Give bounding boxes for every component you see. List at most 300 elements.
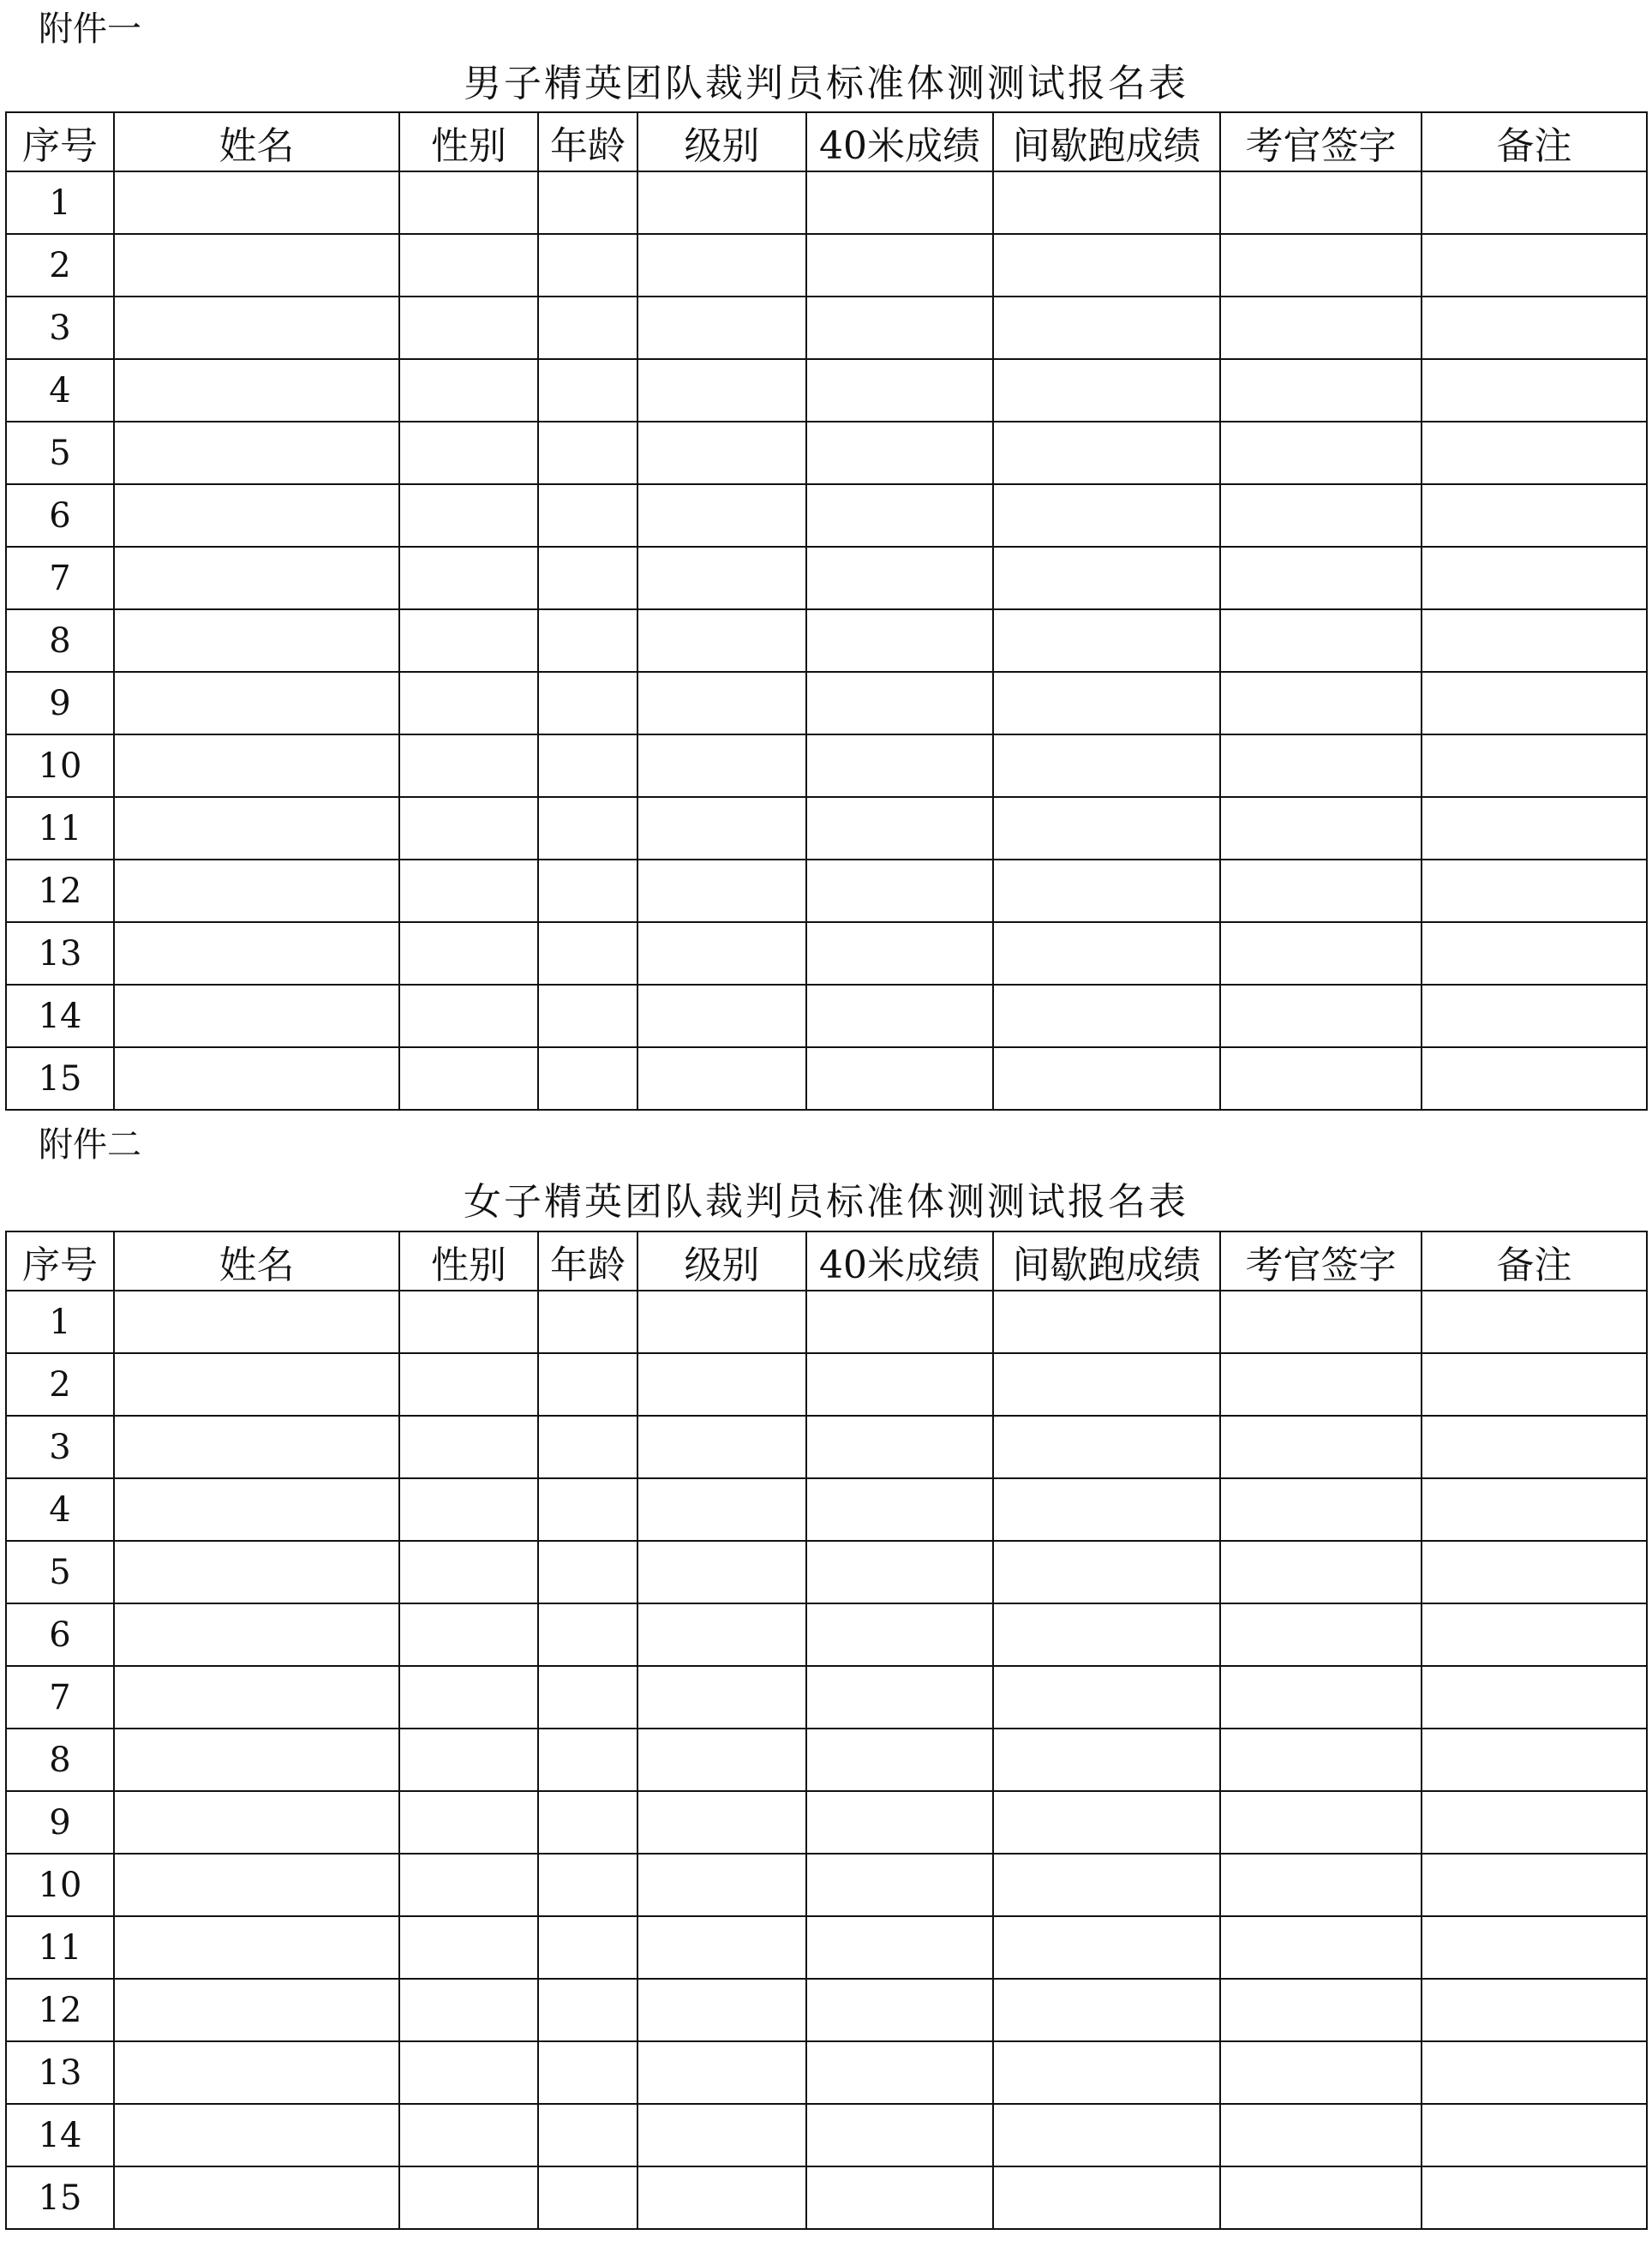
remarks-cell[interactable] (1422, 609, 1647, 672)
header-row (6, 1231, 1647, 1291)
sprint-40m-cell[interactable] (806, 1291, 993, 1353)
name-cell[interactable] (114, 797, 399, 860)
examiner-signature-cell[interactable] (1220, 2041, 1422, 2104)
column-header-name: 姓名 (114, 1231, 399, 1291)
table-row (6, 1916, 1647, 1979)
gender-cell[interactable] (399, 734, 538, 797)
name-cell[interactable] (114, 1353, 399, 1416)
age-cell[interactable] (538, 985, 637, 1047)
age-cell[interactable] (538, 797, 637, 860)
name-cell[interactable] (114, 1729, 399, 1791)
name-cell[interactable] (114, 1478, 399, 1541)
column-header-interval-run: 间歇跑成绩 (993, 1231, 1220, 1291)
row-number: 1 (6, 1291, 114, 1353)
row-number: 15 (6, 1047, 114, 1110)
examiner-signature-cell[interactable] (1220, 1541, 1422, 1603)
gender-cell[interactable] (399, 797, 538, 860)
remarks-cell[interactable] (1422, 2041, 1647, 2104)
table-row (6, 922, 1647, 985)
examiner-signature-cell[interactable] (1220, 234, 1422, 297)
level-cell[interactable] (637, 1416, 806, 1478)
sprint-40m-cell[interactable] (806, 2104, 993, 2166)
level-cell[interactable] (637, 1916, 806, 1979)
row-number: 13 (6, 2041, 114, 2104)
age-cell[interactable] (538, 422, 637, 484)
sprint-40m-cell[interactable] (806, 922, 993, 985)
gender-cell[interactable] (399, 2041, 538, 2104)
row-number: 14 (6, 985, 114, 1047)
examiner-signature-cell[interactable] (1220, 2166, 1422, 2229)
name-cell[interactable] (114, 1291, 399, 1353)
sprint-40m-cell[interactable] (806, 1047, 993, 1110)
level-cell[interactable] (637, 171, 806, 234)
remarks-cell[interactable] (1422, 297, 1647, 359)
row-number: 11 (6, 1916, 114, 1979)
examiner-signature-cell[interactable] (1220, 797, 1422, 860)
examiner-signature-cell[interactable] (1220, 1916, 1422, 1979)
column-header-gender: 性别 (399, 1231, 538, 1291)
row-number: 11 (6, 797, 114, 860)
interval-run-cell[interactable] (993, 1603, 1220, 1666)
level-cell[interactable] (637, 1353, 806, 1416)
examiner-signature-cell[interactable] (1220, 672, 1422, 734)
examiner-signature-cell[interactable] (1220, 1047, 1422, 1110)
header-row (6, 112, 1647, 171)
remarks-cell[interactable] (1422, 672, 1647, 734)
examiner-signature-cell[interactable] (1220, 985, 1422, 1047)
remarks-cell[interactable] (1422, 1854, 1647, 1916)
interval-run-cell[interactable] (993, 609, 1220, 672)
sprint-40m-cell[interactable] (806, 985, 993, 1047)
gender-cell[interactable] (399, 1854, 538, 1916)
column-header-age: 年龄 (538, 1231, 637, 1291)
row-number: 5 (6, 1541, 114, 1603)
table-row (6, 1729, 1647, 1791)
table-row (6, 297, 1647, 359)
examiner-signature-cell[interactable] (1220, 547, 1422, 609)
age-cell[interactable] (538, 1666, 637, 1729)
name-cell[interactable] (114, 1791, 399, 1854)
row-number: 9 (6, 672, 114, 734)
interval-run-cell[interactable] (993, 1666, 1220, 1729)
examiner-signature-cell[interactable] (1220, 171, 1422, 234)
name-cell[interactable] (114, 547, 399, 609)
age-cell[interactable] (538, 359, 637, 422)
gender-cell[interactable] (399, 1791, 538, 1854)
level-cell[interactable] (637, 1047, 806, 1110)
remarks-cell[interactable] (1422, 860, 1647, 922)
interval-run-cell[interactable] (993, 1916, 1220, 1979)
age-cell[interactable] (538, 1047, 637, 1110)
level-cell[interactable] (637, 1791, 806, 1854)
interval-run-cell[interactable] (993, 2166, 1220, 2229)
name-cell[interactable] (114, 609, 399, 672)
table-row (6, 672, 1647, 734)
interval-run-cell[interactable] (993, 985, 1220, 1047)
row-number: 6 (6, 1603, 114, 1666)
sprint-40m-cell[interactable] (806, 297, 993, 359)
remarks-cell[interactable] (1422, 1353, 1647, 1416)
remarks-cell[interactable] (1422, 359, 1647, 422)
remarks-cell[interactable] (1422, 734, 1647, 797)
examiner-signature-cell[interactable] (1220, 1854, 1422, 1916)
examiner-signature-cell[interactable] (1220, 1729, 1422, 1791)
table-row (6, 2166, 1647, 2229)
level-cell[interactable] (637, 1666, 806, 1729)
name-cell[interactable] (114, 672, 399, 734)
level-cell[interactable] (637, 234, 806, 297)
interval-run-cell[interactable] (993, 422, 1220, 484)
sprint-40m-cell[interactable] (806, 609, 993, 672)
gender-cell[interactable] (399, 1603, 538, 1666)
sprint-40m-cell[interactable] (806, 171, 993, 234)
column-header-remarks: 备注 (1422, 1231, 1647, 1291)
interval-run-cell[interactable] (993, 234, 1220, 297)
gender-cell[interactable] (399, 1916, 538, 1979)
column-header-interval-run: 间歇跑成绩 (993, 112, 1220, 171)
age-cell[interactable] (538, 1353, 637, 1416)
table-row (6, 234, 1647, 297)
interval-run-cell[interactable] (993, 1416, 1220, 1478)
sprint-40m-cell[interactable] (806, 2041, 993, 2104)
remarks-cell[interactable] (1422, 234, 1647, 297)
remarks-cell[interactable] (1422, 922, 1647, 985)
age-cell[interactable] (538, 234, 637, 297)
row-number: 7 (6, 547, 114, 609)
examiner-signature-cell[interactable] (1220, 1478, 1422, 1541)
level-cell[interactable] (637, 1979, 806, 2041)
level-cell[interactable] (637, 2104, 806, 2166)
remarks-cell[interactable] (1422, 1791, 1647, 1854)
table-row (6, 171, 1647, 234)
age-cell[interactable] (538, 1854, 637, 1916)
level-cell[interactable] (637, 359, 806, 422)
level-cell[interactable] (637, 1291, 806, 1353)
examiner-signature-cell[interactable] (1220, 922, 1422, 985)
interval-run-cell[interactable] (993, 1478, 1220, 1541)
sprint-40m-cell[interactable] (806, 234, 993, 297)
level-cell[interactable] (637, 1478, 806, 1541)
row-number: 15 (6, 2166, 114, 2229)
name-cell[interactable] (114, 1541, 399, 1603)
sprint-40m-cell[interactable] (806, 2166, 993, 2229)
level-cell[interactable] (637, 297, 806, 359)
row-number: 8 (6, 609, 114, 672)
remarks-cell[interactable] (1422, 171, 1647, 234)
gender-cell[interactable] (399, 484, 538, 547)
name-cell[interactable] (114, 1666, 399, 1729)
gender-cell[interactable] (399, 922, 538, 985)
age-cell[interactable] (538, 2041, 637, 2104)
interval-run-cell[interactable] (993, 547, 1220, 609)
sprint-40m-cell[interactable] (806, 422, 993, 484)
age-cell[interactable] (538, 1791, 637, 1854)
table-row (6, 1416, 1647, 1478)
examiner-signature-cell[interactable] (1220, 422, 1422, 484)
sprint-40m-cell[interactable] (806, 1979, 993, 2041)
name-cell[interactable] (114, 1416, 399, 1478)
interval-run-cell[interactable] (993, 2041, 1220, 2104)
gender-cell[interactable] (399, 672, 538, 734)
age-cell[interactable] (538, 922, 637, 985)
level-cell[interactable] (637, 2166, 806, 2229)
gender-cell[interactable] (399, 2104, 538, 2166)
column-header-seq: 序号 (6, 112, 114, 171)
examiner-signature-cell[interactable] (1220, 1416, 1422, 1478)
examiner-signature-cell[interactable] (1220, 297, 1422, 359)
column-header-examiner-signature: 考官签字 (1220, 112, 1422, 171)
interval-run-cell[interactable] (993, 797, 1220, 860)
examiner-signature-cell[interactable] (1220, 860, 1422, 922)
level-cell[interactable] (637, 422, 806, 484)
gender-cell[interactable] (399, 2166, 538, 2229)
level-cell[interactable] (637, 1854, 806, 1916)
remarks-cell[interactable] (1422, 2104, 1647, 2166)
examiner-signature-cell[interactable] (1220, 1979, 1422, 2041)
level-cell[interactable] (637, 547, 806, 609)
examiner-signature-cell[interactable] (1220, 484, 1422, 547)
level-cell[interactable] (637, 672, 806, 734)
interval-run-cell[interactable] (993, 922, 1220, 985)
age-cell[interactable] (538, 1541, 637, 1603)
row-number: 2 (6, 234, 114, 297)
name-cell[interactable] (114, 234, 399, 297)
examiner-signature-cell[interactable] (1220, 609, 1422, 672)
sprint-40m-cell[interactable] (806, 359, 993, 422)
name-cell[interactable] (114, 2104, 399, 2166)
table-row (6, 797, 1647, 860)
interval-run-cell[interactable] (993, 297, 1220, 359)
gender-cell[interactable] (399, 1729, 538, 1791)
sprint-40m-cell[interactable] (806, 547, 993, 609)
gender-cell[interactable] (399, 422, 538, 484)
level-cell[interactable] (637, 2041, 806, 2104)
name-cell[interactable] (114, 2166, 399, 2229)
examiner-signature-cell[interactable] (1220, 2104, 1422, 2166)
remarks-cell[interactable] (1422, 1666, 1647, 1729)
level-cell[interactable] (637, 609, 806, 672)
table-row (6, 1791, 1647, 1854)
row-number: 1 (6, 171, 114, 234)
remarks-cell[interactable] (1422, 1291, 1647, 1353)
age-cell[interactable] (538, 547, 637, 609)
age-cell[interactable] (538, 171, 637, 234)
age-cell[interactable] (538, 609, 637, 672)
sprint-40m-cell[interactable] (806, 1916, 993, 1979)
row-number: 5 (6, 422, 114, 484)
table-row (6, 484, 1647, 547)
row-number: 3 (6, 1416, 114, 1478)
column-header-name: 姓名 (114, 112, 399, 171)
gender-cell[interactable] (399, 1541, 538, 1603)
remarks-cell[interactable] (1422, 1979, 1647, 2041)
examiner-signature-cell[interactable] (1220, 1353, 1422, 1416)
examiner-signature-cell[interactable] (1220, 1791, 1422, 1854)
name-cell[interactable] (114, 297, 399, 359)
examiner-signature-cell[interactable] (1220, 1603, 1422, 1666)
interval-run-cell[interactable] (993, 2104, 1220, 2166)
age-cell[interactable] (538, 860, 637, 922)
sprint-40m-cell[interactable] (806, 1729, 993, 1791)
sprint-40m-cell[interactable] (806, 1854, 993, 1916)
name-cell[interactable] (114, 484, 399, 547)
gender-cell[interactable] (399, 985, 538, 1047)
sprint-40m-cell[interactable] (806, 1541, 993, 1603)
examiner-signature-cell[interactable] (1220, 1291, 1422, 1353)
sprint-40m-cell[interactable] (806, 797, 993, 860)
age-cell[interactable] (538, 1979, 637, 2041)
name-cell[interactable] (114, 171, 399, 234)
interval-run-cell[interactable] (993, 1979, 1220, 2041)
interval-run-cell[interactable] (993, 1854, 1220, 1916)
age-cell[interactable] (538, 1291, 637, 1353)
gender-cell[interactable] (399, 171, 538, 234)
interval-run-cell[interactable] (993, 484, 1220, 547)
remarks-cell[interactable] (1422, 2166, 1647, 2229)
sprint-40m-cell[interactable] (806, 672, 993, 734)
age-cell[interactable] (538, 1603, 637, 1666)
attachment-label-2: 附件二 (39, 1125, 141, 1165)
remarks-cell[interactable] (1422, 422, 1647, 484)
interval-run-cell[interactable] (993, 734, 1220, 797)
age-cell[interactable] (538, 2104, 637, 2166)
remarks-cell[interactable] (1422, 1541, 1647, 1603)
gender-cell[interactable] (399, 359, 538, 422)
gender-cell[interactable] (399, 547, 538, 609)
column-header-sprint-40m: 40米成绩 (806, 1231, 993, 1291)
table-row (6, 1291, 1647, 1353)
level-cell[interactable] (637, 1603, 806, 1666)
examiner-signature-cell[interactable] (1220, 734, 1422, 797)
row-number: 12 (6, 1979, 114, 2041)
remarks-cell[interactable] (1422, 484, 1647, 547)
level-cell[interactable] (637, 985, 806, 1047)
interval-run-cell[interactable] (993, 1047, 1220, 1110)
sprint-40m-cell[interactable] (806, 1666, 993, 1729)
level-cell[interactable] (637, 1541, 806, 1603)
gender-cell[interactable] (399, 1416, 538, 1478)
gender-cell[interactable] (399, 1291, 538, 1353)
table-row (6, 985, 1647, 1047)
name-cell[interactable] (114, 860, 399, 922)
age-cell[interactable] (538, 1478, 637, 1541)
name-cell[interactable] (114, 359, 399, 422)
name-cell[interactable] (114, 1979, 399, 2041)
interval-run-cell[interactable] (993, 1729, 1220, 1791)
age-cell[interactable] (538, 484, 637, 547)
age-cell[interactable] (538, 1416, 637, 1478)
name-cell[interactable] (114, 422, 399, 484)
age-cell[interactable] (538, 297, 637, 359)
gender-cell[interactable] (399, 609, 538, 672)
sprint-40m-cell[interactable] (806, 484, 993, 547)
remarks-cell[interactable] (1422, 1603, 1647, 1666)
sprint-40m-cell[interactable] (806, 1791, 993, 1854)
level-cell[interactable] (637, 484, 806, 547)
level-cell[interactable] (637, 922, 806, 985)
table-row (6, 1541, 1647, 1603)
table-row (6, 1478, 1647, 1541)
sprint-40m-cell[interactable] (806, 1416, 993, 1478)
examiner-signature-cell[interactable] (1220, 1666, 1422, 1729)
name-cell[interactable] (114, 1854, 399, 1916)
interval-run-cell[interactable] (993, 672, 1220, 734)
row-number: 4 (6, 1478, 114, 1541)
gender-cell[interactable] (399, 860, 538, 922)
interval-run-cell[interactable] (993, 359, 1220, 422)
level-cell[interactable] (637, 797, 806, 860)
interval-run-cell[interactable] (993, 1541, 1220, 1603)
age-cell[interactable] (538, 1729, 637, 1791)
name-cell[interactable] (114, 2041, 399, 2104)
name-cell[interactable] (114, 1603, 399, 1666)
remarks-cell[interactable] (1422, 1047, 1647, 1110)
level-cell[interactable] (637, 860, 806, 922)
name-cell[interactable] (114, 1047, 399, 1110)
gender-cell[interactable] (399, 1047, 538, 1110)
name-cell[interactable] (114, 1916, 399, 1979)
interval-run-cell[interactable] (993, 860, 1220, 922)
level-cell[interactable] (637, 1729, 806, 1791)
gender-cell[interactable] (399, 1666, 538, 1729)
examiner-signature-cell[interactable] (1220, 359, 1422, 422)
column-header-remarks: 备注 (1422, 112, 1647, 171)
row-number: 13 (6, 922, 114, 985)
gender-cell[interactable] (399, 1979, 538, 2041)
gender-cell[interactable] (399, 297, 538, 359)
table-row (6, 1353, 1647, 1416)
remarks-cell[interactable] (1422, 797, 1647, 860)
name-cell[interactable] (114, 985, 399, 1047)
sheet-title-men: 男子精英团队裁判员标准体测测试报名表 (464, 62, 1188, 105)
remarks-cell[interactable] (1422, 1916, 1647, 1979)
age-cell[interactable] (538, 2166, 637, 2229)
gender-cell[interactable] (399, 1478, 538, 1541)
interval-run-cell[interactable] (993, 1791, 1220, 1854)
row-number: 10 (6, 1854, 114, 1916)
interval-run-cell[interactable] (993, 1353, 1220, 1416)
sprint-40m-cell[interactable] (806, 860, 993, 922)
row-number: 12 (6, 860, 114, 922)
table-row (6, 1666, 1647, 1729)
age-cell[interactable] (538, 734, 637, 797)
remarks-cell[interactable] (1422, 985, 1647, 1047)
interval-run-cell[interactable] (993, 171, 1220, 234)
row-number: 8 (6, 1729, 114, 1791)
roster-table-women (5, 1231, 1648, 2230)
column-header-age: 年龄 (538, 112, 637, 171)
sprint-40m-cell[interactable] (806, 1353, 993, 1416)
gender-cell[interactable] (399, 1353, 538, 1416)
level-cell[interactable] (637, 734, 806, 797)
gender-cell[interactable] (399, 234, 538, 297)
name-cell[interactable] (114, 922, 399, 985)
column-header-sprint-40m: 40米成绩 (806, 112, 993, 171)
remarks-cell[interactable] (1422, 1416, 1647, 1478)
table-row (6, 2041, 1647, 2104)
remarks-cell[interactable] (1422, 1729, 1647, 1791)
sprint-40m-cell[interactable] (806, 1603, 993, 1666)
remarks-cell[interactable] (1422, 547, 1647, 609)
table-row (6, 1854, 1647, 1916)
remarks-cell[interactable] (1422, 1478, 1647, 1541)
sprint-40m-cell[interactable] (806, 734, 993, 797)
age-cell[interactable] (538, 1916, 637, 1979)
name-cell[interactable] (114, 734, 399, 797)
age-cell[interactable] (538, 672, 637, 734)
sprint-40m-cell[interactable] (806, 1478, 993, 1541)
interval-run-cell[interactable] (993, 1291, 1220, 1353)
